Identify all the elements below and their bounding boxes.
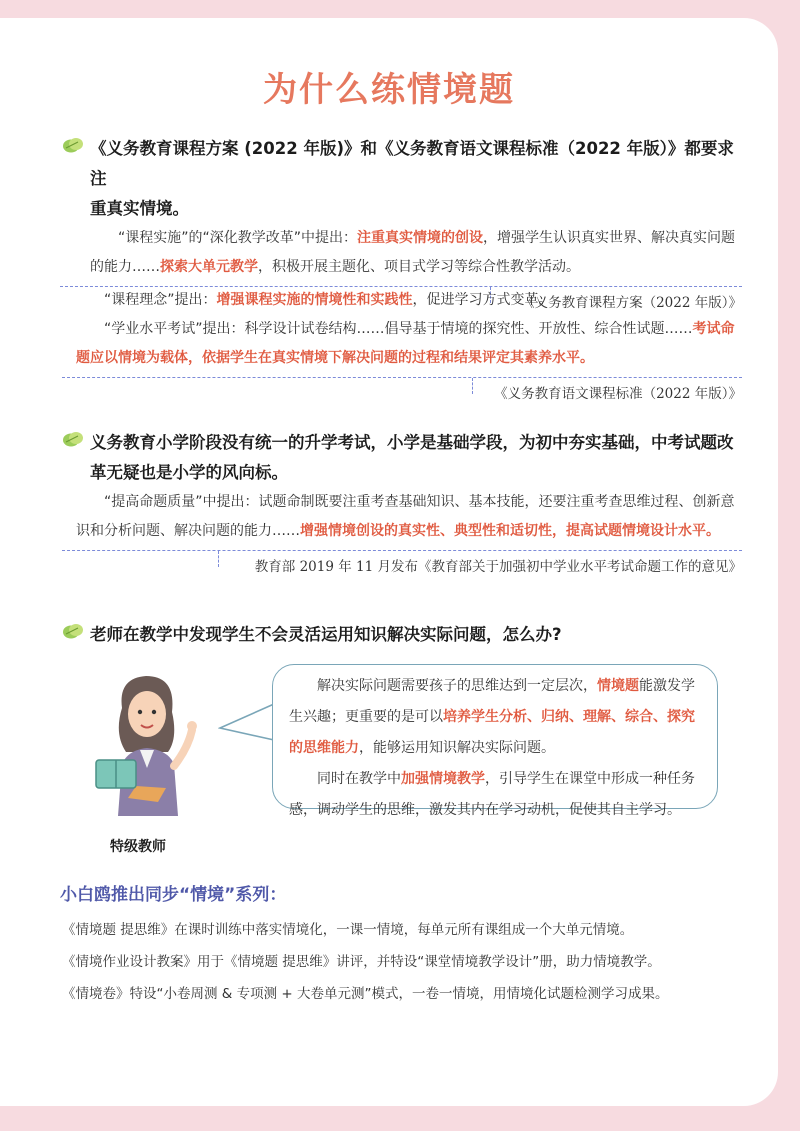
quote-concept: “课程理念”提出：增强课程实施的情境性和实践性，促进学习方式变革。 [104, 292, 553, 308]
teacher-label: 特级教师 [110, 839, 166, 855]
teacher-illustration-icon [88, 668, 208, 816]
quote-exam-quality: “提高命题质量”中提出：试题命制既要注重考查基础知识、基本技能，还要注重考查思维过程、创新意识和分析问题、解决问题的能力……增强情境创设的真实性、典型性和适切性，提高试题情境设计水平。 [76, 494, 735, 539]
section1-heading [90, 134, 742, 224]
leaf-bullet-icon [62, 136, 84, 154]
heading-line1: 义务教育小学阶段没有统一的升学考试，小学是基础学段，为初中夯实基础，中考试题改 [90, 433, 734, 452]
speech-bubble [272, 664, 718, 818]
series-item: 《情境作业设计教案》用于《情境题 提思维》讲评，并特设“课堂情境教学设计”册，助力情境教学。 [62, 954, 661, 970]
section-exam-reform [62, 428, 742, 579]
heading-line1: 《义务教育课程方案 (2022 年版)》和《义务教育语文课程标准（2022 年版）》都要求注 [90, 139, 734, 188]
bubble-paragraph-2: 同时在教学中加强情境教学，引导学生在课堂中形成一种任务感，调动学生的思维，激发其内在学习动机，促使其自主学习。 [289, 771, 695, 818]
section-teacher-question [62, 620, 742, 650]
leaf-bullet-icon [62, 430, 84, 448]
source-citation: 《义务教育语文课程标准（2022 年版）》 [494, 386, 742, 402]
heading-line2: 革无疑也是小学的风向标。 [90, 463, 288, 482]
heading-line2: 重真实情境。 [90, 199, 189, 218]
section-standard [62, 286, 742, 406]
series-list [62, 914, 752, 1010]
source-divider [62, 377, 742, 406]
source-citation: 《义务教育课程方案（2022 年版）》 [521, 295, 742, 311]
series-item: 《情境卷》特设“小卷周测 & 专项测 + 大卷单元测”模式，一卷一情境，用情境化试题检测学习成果。 [62, 986, 669, 1002]
source-divider [62, 550, 742, 579]
series-item: 《情境题 提思维》在课时训练中落实情境化，一课一情境，每单元所有课组成一个大单元情境。 [62, 922, 634, 938]
bubble-tail-icon [218, 700, 276, 746]
leaf-bullet-icon [62, 622, 84, 640]
section3-heading: 老师在教学中发现学生不会灵活运用知识解决实际问题，怎么办? [90, 625, 562, 644]
bubble-paragraph-1: 解决实际问题需要孩子的思维达到一定层次，情境题能激发学生兴趣；更重要的是可以培养学生分析、归纳、理解、综合、探究的思维能力，能够运用知识解决实际问题。 [289, 678, 695, 756]
series-title: 小白鸥推出同步“情境”系列： [60, 885, 287, 905]
source-citation: 教育部 2019 年 11 月发布《教育部关于加强初中学业水平考试命题工作的意见》 [254, 559, 742, 575]
section2-heading [90, 428, 742, 488]
quote-exam: “学业水平考试”提出：科学设计试卷结构……倡导基于情境的探究性、开放性、综合性试题……考试命题应以情境为载体，依据学生在真实情境下解决问题的过程和结果评定其素养水平。 [76, 321, 735, 366]
page-title: 为什么练情境题 [263, 70, 515, 110]
quote-plan: “课程实施”的“深化教学改革”中提出：注重真实情境的创设，增强学生认识真实世界、解决真实问题的能力……探索大单元教学，积极开展主题化、项目式学习等综合性教学活动。 [90, 230, 736, 275]
